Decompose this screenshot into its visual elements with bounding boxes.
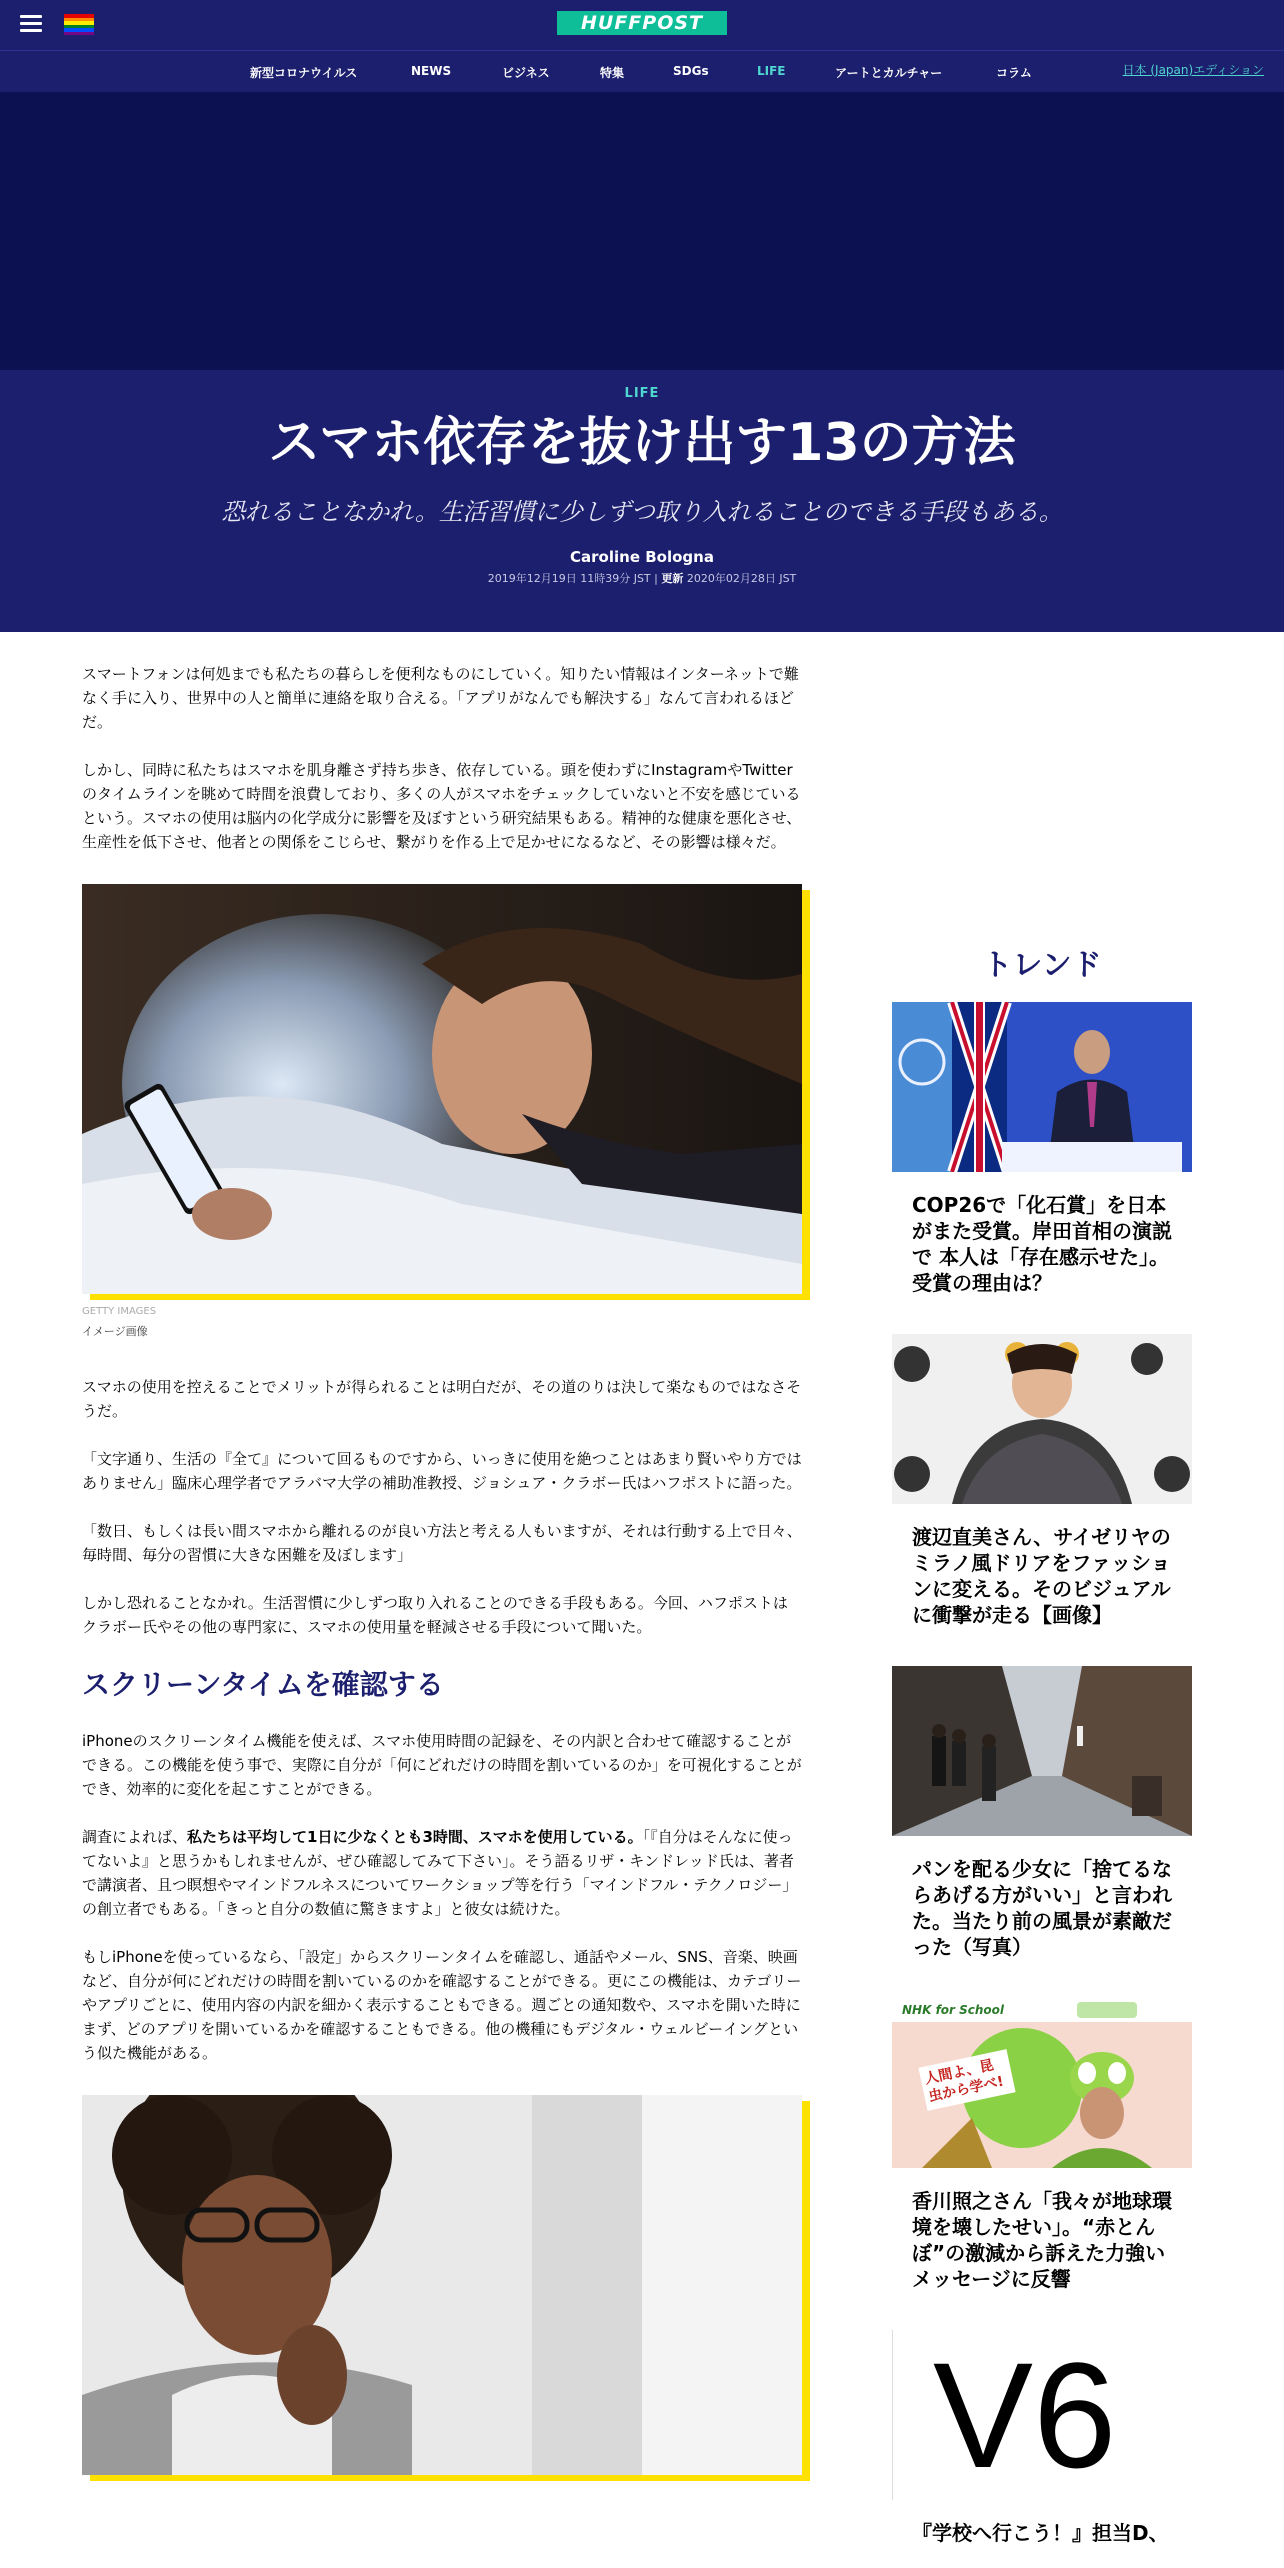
- article-paragraph: スマホの使用を控えることでメリットが得られることは明白だが、その道のりは決して楽なものではなさそうだ。: [82, 1378, 802, 1420]
- section-label[interactable]: LIFE: [624, 386, 660, 401]
- trend-headline[interactable]: COP26で「化石賞」を日本がまた受賞。岸田首相の演説で 本人は「存在感示せた」。受賞の理由は？: [912, 1193, 1172, 1295]
- photo-caption: イメージ画像: [82, 1325, 148, 1338]
- nav-item-business[interactable]: ビジネス: [502, 66, 550, 80]
- page-subtitle: 恐れることなかれ。生活習慣に少しずつ取り入れることのできる手段もある。: [221, 498, 1063, 526]
- trend-image-text: V6: [933, 2331, 1117, 2499]
- nav-item-coronavirus[interactable]: 新型コロナウイルス: [250, 66, 358, 80]
- trend-image-text: 人間よ、昆虫から学べ!: [918, 2049, 1015, 2111]
- woman-in-bed-with-phone-image: [82, 884, 802, 1294]
- trend-card[interactable]: [892, 1666, 1192, 1960]
- hamburger-menu-icon[interactable]: [20, 15, 42, 33]
- article-paragraph: スマートフォンは何処までも私たちの暮らしを便利なものにしていく。知りたい情報はインターネットで難なく手に入り、世界中の人と簡単に連絡を取り合える。「アプリがなんでも解決する」なんて言われるほどだ。: [82, 665, 799, 731]
- trend-image-v6[interactable]: [892, 2330, 1192, 2500]
- published-date: 2019年12月19日 11時39分 JST: [487, 572, 651, 585]
- nav-item-sdgs[interactable]: SDGs: [673, 64, 709, 78]
- trend-card[interactable]: [892, 2330, 1192, 2546]
- pride-flag-icon[interactable]: [64, 14, 94, 35]
- trend-headline[interactable]: 香川照之さん「我々が地球環境を壊したせい」。“赤とんぼ”の激減から訴えた力強いメッセージに反響: [912, 2189, 1172, 2291]
- nav-item-features[interactable]: 特集: [600, 66, 625, 80]
- paragraph-text: 調査によれば、: [82, 1828, 188, 1846]
- trend-headline[interactable]: パンを配る少女に「捨てるならあげる方がいい」と言われた。当たり前の風景が素敵だった（写真）: [912, 1857, 1172, 1959]
- article-paragraph: 「数日、もしくは長い間スマホから離れるのが良い方法と考える人もいますが、それは行動する上で日々、毎時間、毎分の習慣に大きな困難を及ぼします」: [82, 1522, 802, 1564]
- paragraph-text: 「『自分はそんなに使ってないよ』と思うかもしれませんが、ぜひ確認してみて下さい」。そう語るリザ・キンドレッド氏は、著者で講演者、且つ瞑想やマインドフルネスについてワークショップ等を行う「マインドフル・テクノロジー」の創立者でもある。「きっと自分の数値に驚きますよ」と彼女は続けた。: [82, 1828, 798, 1918]
- updated-label: 更新: [661, 572, 684, 585]
- page-title: スマホ依存を抜け出す13の方法: [268, 413, 1016, 473]
- article-paragraph: 「文字通り、生活の『全て』について回るものですから、いっきに使用を絶つことはあまり賢いやり方ではありません」臨床心理学者でアラバマ大学の補助准教授、ジョシュア・クラボー氏はハフポストに語った。: [82, 1450, 802, 1492]
- trend-card[interactable]: [892, 1998, 1192, 2292]
- article-body: [82, 632, 802, 2483]
- nav-item-column[interactable]: コラム: [996, 66, 1032, 80]
- trend-image-insect-costume[interactable]: [892, 1998, 1192, 2168]
- trend-image-naomi-watanabe[interactable]: [892, 1334, 1192, 1504]
- woman-with-glasses-image: [82, 2095, 802, 2475]
- trend-image-street[interactable]: [892, 1666, 1192, 1836]
- trend-image-cop26[interactable]: [892, 1002, 1192, 1172]
- author-name[interactable]: Caroline Bologna: [570, 548, 714, 566]
- article-paragraph: iPhoneのスクリーンタイム機能を使えば、スマホ使用時間の記録を、その内訳と合わせて確認することができる。この機能を使う事で、実際に自分が「何にどれだけの時間を割いているのか」を可視化することができ、効率的に変化を起こすことができる。: [82, 1732, 802, 1798]
- site-header: [0, 0, 1284, 50]
- article-photo-2: [82, 2095, 802, 2475]
- trend-card[interactable]: [892, 1002, 1192, 1296]
- nav-item-news[interactable]: NEWS: [411, 64, 452, 78]
- ad-banner[interactable]: [0, 92, 1284, 370]
- photo-credit: GETTY IMAGES: [82, 1306, 157, 1317]
- main-nav: [0, 50, 1284, 92]
- trending-sidebar: [892, 940, 1192, 2568]
- updated-date: 2020年02月28日 JST: [683, 572, 797, 585]
- trend-image-tag: NHK for School: [902, 2003, 1005, 2017]
- article-paragraph: [82, 1825, 802, 1921]
- article-paragraph: しかし恐れることなかれ。生活習慣に少しずつ取り入れることのできる手段もある。今回、ハフポストはクラボー氏やその他の専門家に、スマホの使用量を軽減させる手段について聞いた。: [82, 1594, 788, 1636]
- trend-headline[interactable]: 『学校へ行こう！』担当D、: [912, 2521, 1169, 2545]
- section-heading: スクリーンタイムを確認する: [82, 1668, 444, 1701]
- site-logo[interactable]: HUFFPOST: [557, 11, 727, 35]
- trend-card[interactable]: [892, 1334, 1192, 1628]
- trend-heading: トレンド: [982, 948, 1102, 983]
- article-paragraph: しかし、同時に私たちはスマホを肌身離さず持ち歩き、依存している。頭を使わずにInstagramやTwitterのタイムラインを眺めて時間を浪費しており、多くの人がスマホをチェックしていないと不安を感じているという。スマホの使用は脳内の化学成分に影響を及ぼすという研究結果もある。精神的な健康を悪化させ、生産性を低下させ、他者との関係をこじらせ、繋がりを作る上で足かせになるなど、その影響は様々だ。: [82, 761, 802, 851]
- paragraph-emphasis: 私たちは平均して1日に少なくとも3時間、スマホを使用している。: [187, 1828, 643, 1846]
- article-timestamps: [0, 570, 1284, 586]
- nav-item-art-culture[interactable]: アートとカルチャー: [835, 66, 943, 80]
- date-separator: |: [650, 572, 662, 585]
- article-paragraph: もしiPhoneを使っているなら、「設定」からスクリーンタイムを確認し、通話やメール、SNS、音楽、映画など、自分が何にどれだけの時間を割いているのかを確認することができる。更にこの機能は、カテゴリーやアプリごとに、使用内容の内訳を細かく表示することもできる。週ごとの通知数や、スマホを開いた時にまず、どのアプリを開いているかを確認することもできる。他の機種にもデジタル・ウェルビーイングという似た機能がある。: [82, 1948, 802, 2062]
- article-hero: [0, 370, 1284, 632]
- article-photo-1: [82, 884, 802, 1294]
- edition-selector[interactable]: 日本 (Japan)エディション: [1122, 63, 1264, 77]
- nav-item-life[interactable]: LIFE: [757, 64, 786, 78]
- trend-headline[interactable]: 渡辺直美さん、サイゼリヤのミラノ風ドリアをファッションに変える。そのビジュアルに衝撃が走る【画像】: [912, 1525, 1171, 1627]
